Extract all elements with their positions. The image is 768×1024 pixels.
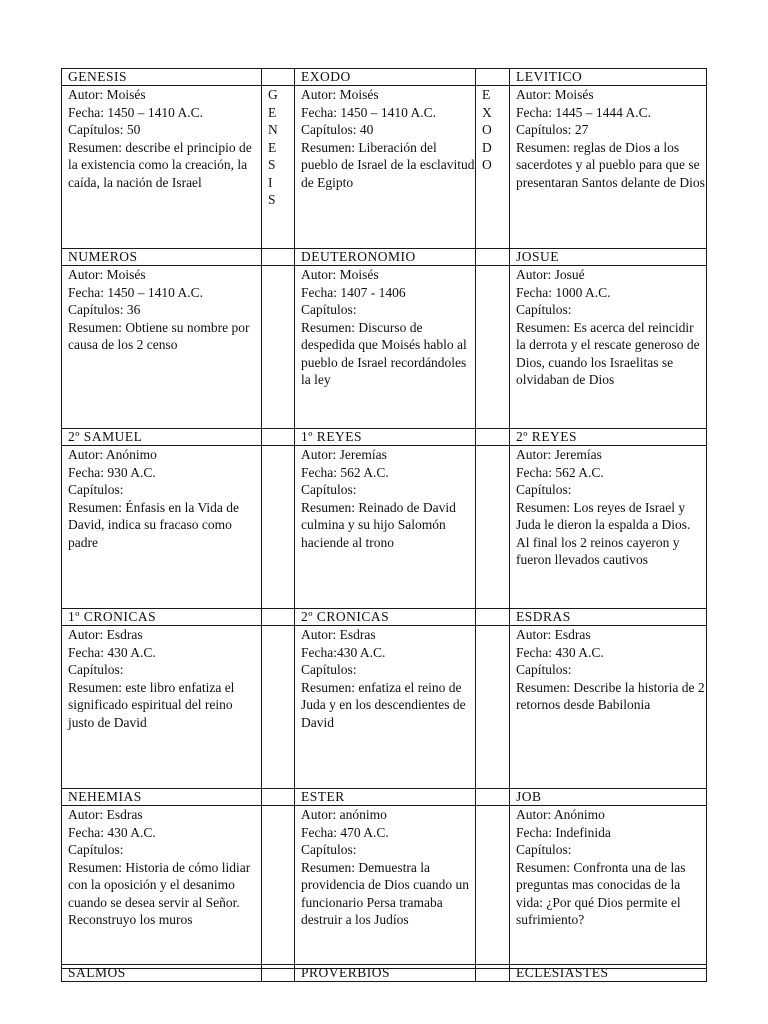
spacer-cell	[262, 806, 295, 969]
book-title-ester: ESTER	[295, 789, 476, 806]
book-details-ester	[295, 806, 476, 969]
spacer-cell	[476, 266, 510, 429]
fecha: Fecha: 930 A.C.	[68, 464, 156, 480]
spacer-cell	[476, 609, 510, 626]
book-title-numeros: NUMEROS	[62, 249, 262, 266]
book-title-salmos: SALMOS	[62, 965, 262, 982]
resumen: Resumen: este libro enfatiza el significado espiritual del reino justo de David	[68, 679, 235, 730]
vertical-letter: S	[268, 157, 276, 172]
table-header-row	[62, 69, 707, 86]
book-title-nehemias: NEHEMIAS	[62, 789, 262, 806]
capitulos: Capítulos:	[68, 662, 124, 677]
autor: Autor: anónimo	[301, 807, 387, 822]
resumen: Resumen: Historia de cómo lidiar con la oposición y el desanimo cuando se desea servir al Señor. Reconstruyo los muros	[68, 859, 251, 927]
spacer-cell	[476, 69, 510, 86]
table-body-row	[62, 626, 707, 789]
capitulos: Capítulos:	[516, 662, 572, 677]
autor: Autor: Jeremías	[516, 447, 602, 462]
book-title-genesis: GENESIS	[62, 69, 262, 86]
spacer-cell	[476, 626, 510, 789]
spacer-cell	[262, 626, 295, 789]
book-details-2-samuel	[62, 446, 262, 609]
capitulos: Capítulos: 27	[516, 122, 589, 137]
resumen: Resumen: enfatiza el reino de Juda y en los descendientes de David	[301, 679, 466, 730]
capitulos: Capítulos:	[301, 662, 357, 677]
autor: Autor: Moisés	[516, 87, 594, 102]
resumen: Resumen: Liberación del pueblo de Israel de la esclavitud de Egipto	[301, 139, 475, 190]
vertical-letter: E	[482, 87, 491, 102]
autor: Autor: Josué	[516, 267, 585, 282]
book-title-proverbios: PROVERBIOS	[295, 965, 476, 982]
book-title-job: JOB	[510, 789, 707, 806]
spacer-cell	[476, 965, 510, 982]
book-details-exodo	[295, 86, 476, 249]
table-header-row	[62, 789, 707, 806]
table-body-row	[62, 806, 707, 969]
resumen: Resumen: Énfasis en la Vida de David, indica su fracaso como padre	[68, 499, 240, 550]
vertical-letter: G	[268, 87, 278, 102]
spacer-cell	[262, 965, 295, 982]
fecha: Fecha: 470 A.C.	[301, 824, 389, 840]
resumen: Resumen: Demuestra la providencia de Dios cuando un funcionario Persa tramaba destruir a los Judíos	[301, 859, 469, 927]
fecha: Fecha: 430 A.C.	[68, 644, 156, 660]
vertical-letter: I	[268, 174, 273, 190]
spacer-cell	[476, 429, 510, 446]
fecha: Fecha: 1450 – 1410 A.C.	[301, 104, 436, 120]
book-title-exodo: EXODO	[295, 69, 476, 86]
fecha: Fecha: 1450 – 1410 A.C.	[68, 104, 203, 120]
book-details-1-cronicas	[62, 626, 262, 789]
capitulos: Capítulos: 40	[301, 122, 374, 137]
autor: Autor: Moisés	[301, 267, 379, 282]
vertical-letter: S	[268, 192, 276, 207]
spacer-cell	[262, 609, 295, 626]
book-title-levitico: LEVITICO	[510, 69, 707, 86]
book-details-1-reyes	[295, 446, 476, 609]
capitulos: Capítulos:	[516, 302, 572, 317]
vertical-letter: O	[482, 122, 492, 137]
table-header-row	[62, 609, 707, 626]
table-header-row	[62, 965, 707, 982]
table-body-row	[62, 266, 707, 429]
spacer-cell	[476, 789, 510, 806]
autor: Autor: Jeremías	[301, 447, 387, 462]
spacer-cell	[262, 429, 295, 446]
table-header-row	[62, 429, 707, 446]
book-title-josue: JOSUE	[510, 249, 707, 266]
resumen: Resumen: Obtiene su nombre por causa de los 2 censo	[68, 319, 250, 352]
spacer-cell	[262, 249, 295, 266]
resumen: Resumen: Reinado de David culmina y su hijo Salomón haciende al trono	[301, 499, 456, 550]
book-title-1-reyes: 1º REYES	[295, 429, 476, 446]
vertical-label-exodo	[476, 86, 510, 249]
book-details-genesis	[62, 86, 262, 249]
book-details-job	[510, 806, 707, 969]
spacer-cell	[262, 69, 295, 86]
capitulos: Capítulos:	[301, 482, 357, 497]
fecha: Fecha: 1000 A.C.	[516, 284, 611, 300]
vertical-letter: X	[482, 104, 492, 120]
capitulos: Capítulos: 50	[68, 122, 141, 137]
fecha: Fecha: 562 A.C.	[516, 464, 604, 480]
capitulos: Capítulos:	[301, 842, 357, 857]
resumen: Resumen: describe el principio de la existencia como la creación, la caída, la nación de Israel	[68, 139, 252, 190]
book-details-levitico	[510, 86, 707, 249]
book-details-2-cronicas	[295, 626, 476, 789]
book-title-2-cronicas: 2º CRONICAS	[295, 609, 476, 626]
spacer-cell	[262, 446, 295, 609]
autor: Autor: Moisés	[68, 267, 146, 282]
book-details-2-reyes	[510, 446, 707, 609]
book-details-deuteronomio	[295, 266, 476, 429]
book-title-esdras: ESDRAS	[510, 609, 707, 626]
resumen: Resumen: Describe la historia de 2 retornos desde Babilonia	[516, 679, 705, 712]
resumen: Resumen: reglas de Dios a los sacerdotes y al pueblo para que se presentaran Santos delante de Dios	[516, 139, 705, 190]
spacer-cell	[476, 249, 510, 266]
book-title-2-samuel: 2º SAMUEL	[62, 429, 262, 446]
autor: Autor: Esdras	[68, 807, 143, 822]
vertical-letter: E	[268, 139, 277, 155]
capitulos: Capítulos:	[68, 842, 124, 857]
fecha: Fecha: 1407 - 1406	[301, 284, 406, 300]
table-header-row	[62, 249, 707, 266]
book-details-nehemias	[62, 806, 262, 969]
vertical-label-genesis	[262, 86, 295, 249]
fecha: Fecha: 562 A.C.	[301, 464, 389, 480]
capitulos: Capítulos:	[68, 482, 124, 497]
book-title-2-reyes: 2º REYES	[510, 429, 707, 446]
autor: Autor: Moisés	[68, 87, 146, 102]
autor: Autor: Esdras	[301, 627, 376, 642]
table-body-row	[62, 446, 707, 609]
autor: Autor: Moisés	[301, 87, 379, 102]
capitulos: Capítulos:	[516, 842, 572, 857]
vertical-letter: D	[482, 139, 492, 155]
bible-books-table	[61, 68, 707, 969]
vertical-letter: E	[268, 104, 277, 120]
book-details-esdras	[510, 626, 707, 789]
resumen: Resumen: Confronta una de las preguntas mas conocidas de la vida: ¿Por qué Dios permite el sufrimiento?	[516, 859, 686, 927]
resumen: Resumen: Discurso de despedida que Moisés hablo al pueblo de Israel recordándoles la ley	[301, 319, 467, 387]
autor: Autor: Anónimo	[516, 807, 605, 822]
fecha: Fecha:430 A.C.	[301, 644, 386, 660]
book-title-1-cronicas: 1º CRONICAS	[62, 609, 262, 626]
fecha: Fecha: 1445 – 1444 A.C.	[516, 104, 651, 120]
fecha: Fecha: Indefinida	[516, 824, 611, 840]
resumen: Resumen: Los reyes de Israel y Juda le dieron la espalda a Dios. Al final los 2 reinos cayeron y fueron llevados cautivos	[516, 499, 691, 567]
capitulos: Capítulos:	[301, 302, 357, 317]
spacer-cell	[476, 446, 510, 609]
book-details-numeros	[62, 266, 262, 429]
vertical-letter: N	[268, 122, 278, 137]
vertical-letter: O	[482, 157, 492, 172]
book-title-eclesiastes: ECLESIASTES	[510, 965, 707, 982]
fecha: Fecha: 430 A.C.	[516, 644, 604, 660]
resumen: Resumen: Es acerca del reincidir la derrota y el rescate generoso de Dios, cuando los Israelitas se olvidaban de Dios	[516, 319, 700, 387]
fecha: Fecha: 430 A.C.	[68, 824, 156, 840]
autor: Autor: Esdras	[516, 627, 591, 642]
book-details-josue	[510, 266, 707, 429]
table-body-row	[62, 86, 707, 249]
spacer-cell	[476, 806, 510, 969]
autor: Autor: Anónimo	[68, 447, 157, 462]
spacer-cell	[262, 789, 295, 806]
bible-books-table-continued	[61, 964, 707, 982]
autor: Autor: Esdras	[68, 627, 143, 642]
spacer-cell	[262, 266, 295, 429]
capitulos: Capítulos: 36	[68, 302, 141, 317]
fecha: Fecha: 1450 – 1410 A.C.	[68, 284, 203, 300]
book-title-deuteronomio: DEUTERONOMIO	[295, 249, 476, 266]
capitulos: Capítulos:	[516, 482, 572, 497]
